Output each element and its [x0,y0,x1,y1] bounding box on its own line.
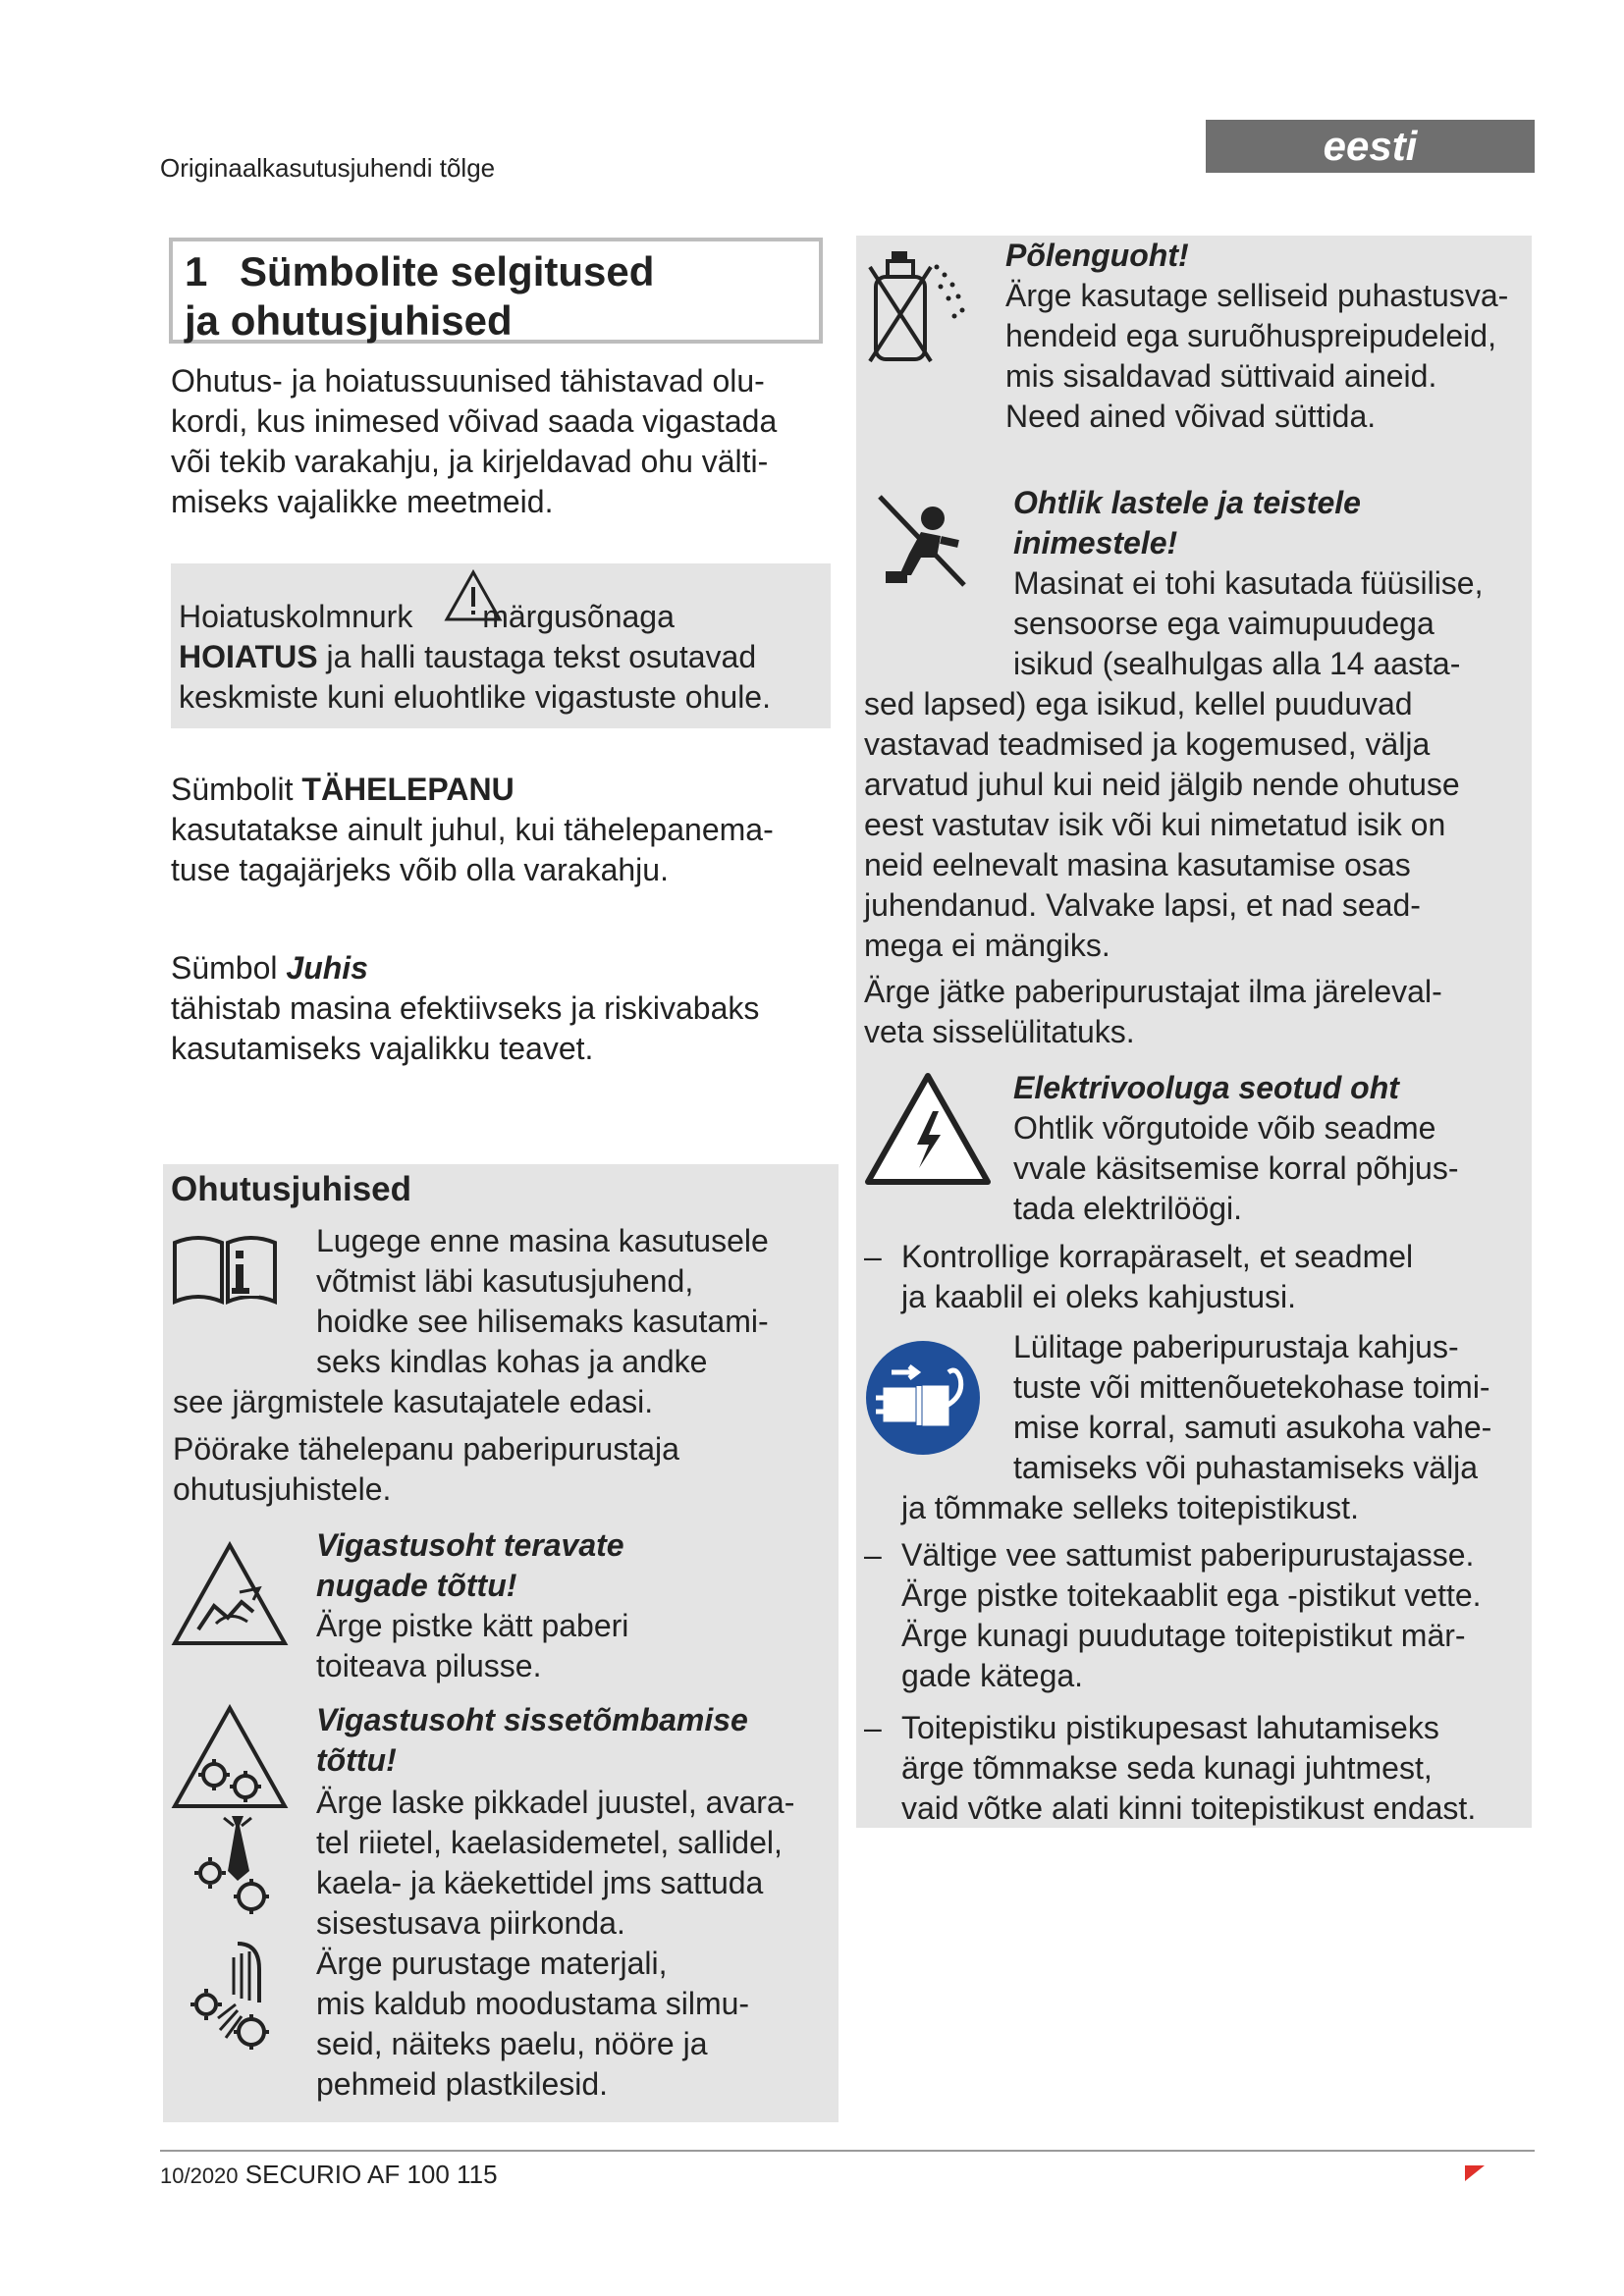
text-line: tähistab masina efektiivseks ja riskivabaks [171,990,760,1026]
language-tab: eesti [1206,120,1535,173]
material-text: Ärge purustage materjali, mis kaldub moodustama silmu- seid, näiteks paelu, nööre ja pehmeid plastkilesid. [316,1946,750,2102]
read-manual-icon [171,1229,279,1308]
footer-corner-mark-icon [1463,2163,1487,2183]
unplug-text: Lülitage paberipurustaja kahjus- tuste või mittenõuetekohase toimi- mise korral, samuti asukoha vahe- tamiseks või puhastamiseks välja [1013,1329,1492,1485]
warning-line2: HOIATUS ja halli taustaga tekst osutavad [179,639,757,674]
electric-hazard-text: Elektrivooluga seotud oht Ohtlik võrgutoide võib seadme vvale käsitsemise korral põhjus- tada elektrilöögi. [1013,1070,1459,1226]
footer-model: SECURIO AF 100 [244,2160,450,2189]
warning-explanation-box [171,563,831,728]
attention-safety-text: Pöörake tähelepanu paberipurustaja ohutusjuhistele. [173,1431,679,1507]
warning-triangle-icon [444,569,503,622]
electric-hazard-icon [864,1072,992,1186]
electric-hazard-title: Elektrivooluga seotud oht [1013,1070,1399,1105]
footer-text [160,2160,498,2190]
text-line: kasutamiseks vajalikku teavet. [171,1031,594,1066]
footer-date: 10/2020 [160,2163,239,2188]
section-title-line2: ja ohutusjuhised [185,297,513,344]
unplug-cable-bullet: – Toitepistiku pistikupesast lahutamiseks ärge tõmmakse seda kunagi juhtmest, vaid võtke alati kinni toitepistikust endast. [864,1710,1477,1826]
no-spray-can-icon [866,247,974,365]
water-bullet: – Vältige vee sattumist paberipurustajasse. Ärge pistke toitekaablit ega -pistikut vette. Ärge kunagi puudutage toitepistikut mär- gade kätega. [864,1537,1482,1693]
section-title-box [169,238,823,344]
cut-hazard-text: Vigastusoht teravate nugade tõttu! Ärge pistke kätt paberi toiteava pilusse. [316,1527,629,1683]
cut-hazard-title-2: nugade tõttu! [316,1568,517,1603]
text-line: kordi, kus inimesed võivad saada vigastada [171,403,778,439]
check-damage-bullet: – Kontrollige korrapäraselt, et seadmel ja kaablil ei oleks kahjustusi. [864,1239,1414,1314]
section-title-line1: Sümbolite selgitused [240,248,655,294]
cut-hazard-icon [171,1541,289,1649]
children-hazard-head: Ohtlik lastele ja teistele inimestele! Masinat ei tohi kasutada füüsilise, sensoorse ega vaimupuudega isikud (sealhulgas alla 14 aasta- [1013,485,1484,681]
attention-heading: Sümbolit TÄHELEPANU [171,772,514,807]
read-manual-text: Lugege enne masina kasutusele võtmist läbi kasutusjuhend, hoidke see hilisemaks kasutami- seks kindlas kohas ja andke [316,1223,769,1379]
attention-paragraph [171,770,825,890]
footer-divider [160,2150,1535,2152]
fire-hazard-text: Põlenguoht! Ärge kasutage selliseid puhastusva- hendeid ega suruõhuspreipudeleid, mis sisaldavad süttivaid aineid. Need ained võivad süttida. [1005,238,1509,434]
unplug-tail: ja tõmmake selleks toitepistikust. [901,1490,1359,1525]
unplug-mandatory-icon [862,1337,984,1459]
no-children-icon [878,493,966,587]
text-line: või tekib varakahju, ja kirjeldavad ohu välti- [171,444,769,479]
section-title [185,247,809,296]
fire-hazard-title: Põlenguoht! [1005,238,1189,273]
section-number: 1 [185,248,208,294]
necktie-gear-icon [189,1812,279,1920]
safety-instructions-box [163,1164,839,2122]
read-manual-tail: see järgmistele kasutajatele edasi. [173,1384,654,1419]
note-heading: Sümbol Juhis [171,950,368,986]
footer-page-number: 115 [457,2160,498,2189]
safety-heading: Ohutusjuhised [171,1170,411,1208]
right-safety-box [856,236,1532,1828]
text-line: Ohutus- ja hoiatussuunised tähistavad olu- [171,363,765,399]
cut-hazard-title: Vigastusoht teravate [316,1527,624,1563]
text-line: miseks vajalikke meetmeid. [171,484,554,519]
warning-line1: Hoiatuskolmnurk märgusõnaga [179,599,675,634]
pull-in-hazard-text: Ärge laske pikkadel juustel, avara- tel riietel, kaelasidemetel, sallidel, kaela- ja käekettidel jms sattuda sisestusava piirkonda. [316,1785,795,1941]
pull-in-hazard-title: Vigastusoht sissetõmbamise tõttu! [316,1702,748,1778]
text-line: tuse tagajärjeks võib olla varakahju. [171,852,669,887]
header-subtitle: Originaalkasutusjuhendi tõlge [160,153,496,183]
children-hazard-text: sed lapsed) ega isikud, kellel puuduvad vastavad teadmised ja kogemused, välja arvatud juhul kui neid jälgib nende ohutuse eest vastutav isik või kui nimetatud isik on neid eelnevalt masina kasutamise osas juhendanud. Valvake lapsi, et nad sead- mega ei mängiks. [864,686,1460,963]
warning-line3: keskmiste kuni eluohtlike vigastuste ohule. [179,679,771,715]
text-line: kasutatakse ainult juhul, kui tähelepanema- [171,812,774,847]
pull-in-hazard-icon [171,1704,289,1810]
unattended-text: Ärge jätke paberipurustajat ilma järeleval- veta sisselülitatuks. [864,974,1442,1049]
note-paragraph [171,948,825,1069]
intro-paragraph [171,361,825,522]
long-hair-gear-icon [189,1940,279,2054]
warning-keyword: HOIATUS [179,639,318,674]
